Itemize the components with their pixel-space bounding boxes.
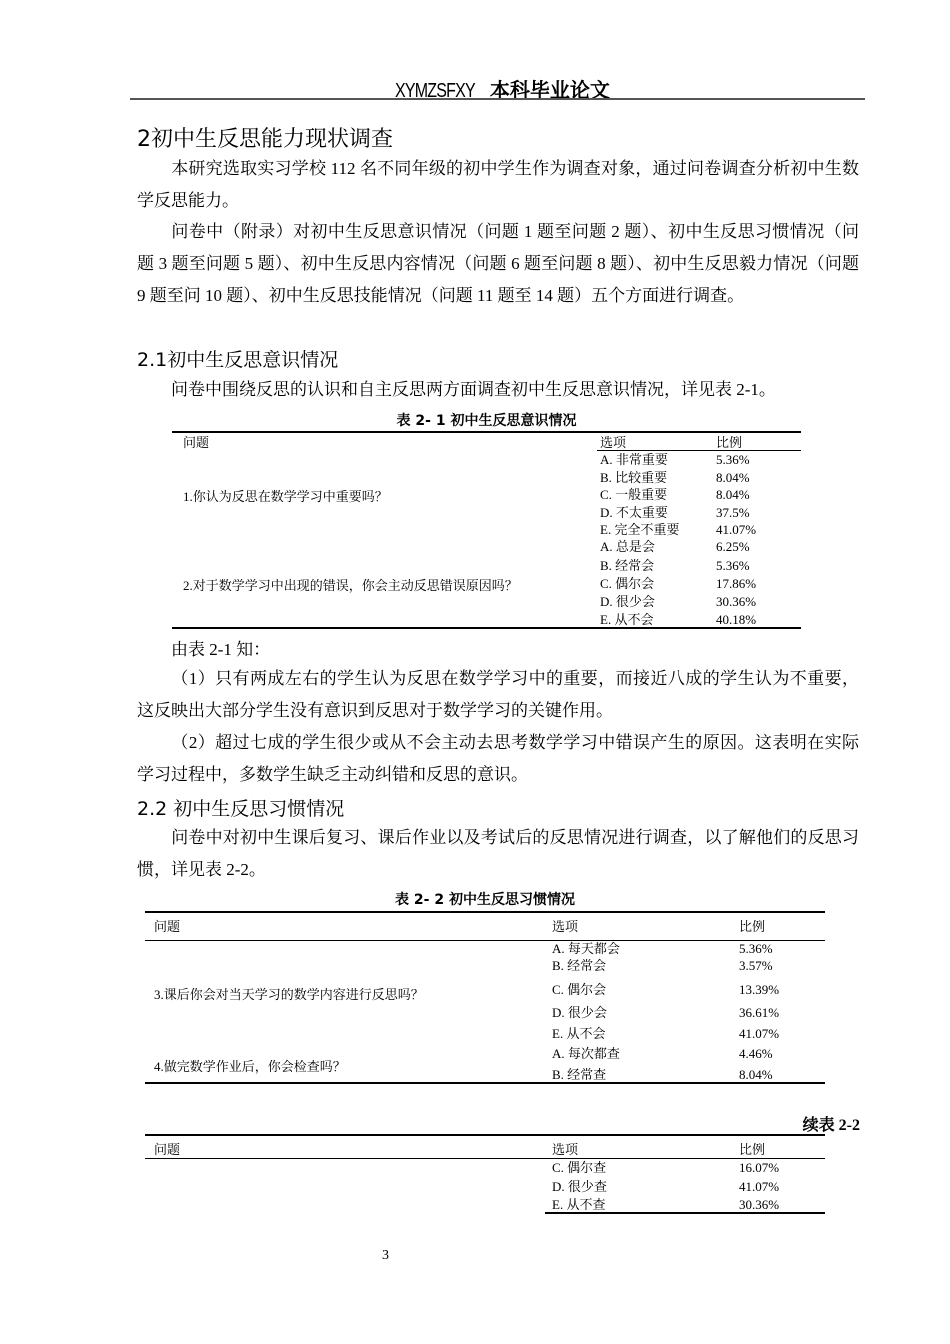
page-number: 3 <box>382 1248 389 1263</box>
ratio-cell: 37.5% <box>716 505 750 520</box>
header-cell: 比例 <box>739 1142 766 1157</box>
ratio-cell: 30.36% <box>739 1197 780 1212</box>
table-row <box>172 521 801 538</box>
option-cell: E. 从不会 <box>552 1026 606 1041</box>
header-cell: 问题 <box>183 435 210 450</box>
ratio-cell: 5.36% <box>716 452 750 467</box>
para-text: （2）超过七成的学生很少或从不会主动去思考数学学习中错误产生的原因。这表明在实际学习过程中，多数学生缺乏主动纠错和反思的意识。 <box>137 733 859 784</box>
table-2-continued <box>145 1134 825 1216</box>
option-cell: A. 每次都查 <box>552 1046 620 1061</box>
table-row <box>172 593 801 610</box>
option-cell: D. 很少查 <box>552 1179 607 1194</box>
analysis-point-2 <box>137 727 859 791</box>
header-cell: 问题 <box>154 1142 181 1157</box>
table-row <box>145 1066 825 1083</box>
option-cell: D. 很少会 <box>552 1005 607 1020</box>
ratio-cell: 6.25% <box>716 539 750 554</box>
para-text: 由表 2-1 知： <box>171 640 271 659</box>
table-row <box>145 1178 825 1195</box>
table-row <box>145 957 825 974</box>
table-row <box>172 557 801 574</box>
section-2-para-2 <box>137 216 859 312</box>
table-continued-label: 续表 2-2 <box>802 1117 860 1134</box>
header-cell: 选项 <box>600 435 627 450</box>
table-row <box>172 611 801 628</box>
ratio-cell: 8.04% <box>716 487 750 502</box>
analysis-point-1 <box>137 663 859 727</box>
section-2-1-para <box>137 374 859 406</box>
table-row <box>145 981 825 998</box>
option-cell: A. 非常重要 <box>600 452 668 467</box>
option-cell: B. 经常查 <box>552 1067 607 1082</box>
ratio-cell: 5.36% <box>716 558 750 573</box>
ratio-cell: 41.07% <box>716 522 757 537</box>
ratio-cell: 40.18% <box>716 612 757 627</box>
header-cell: 选项 <box>552 919 579 934</box>
table-row <box>172 486 801 503</box>
ratio-cell: 3.57% <box>739 958 773 973</box>
table-2 <box>145 911 825 1086</box>
question-1: 1.你认为反思在数学学习中重要吗？ <box>183 489 388 504</box>
table-row <box>145 1045 825 1062</box>
table-row <box>172 575 801 592</box>
header-cell: 比例 <box>739 919 766 934</box>
section-2-title: 2初中生反思能力现状调查 <box>137 127 393 152</box>
table-1 <box>172 431 801 631</box>
table-2-caption: 表 2- 2 初中生反思习惯情况 <box>395 892 575 908</box>
header-cell: 问题 <box>154 919 181 934</box>
table-row <box>145 1025 825 1042</box>
para-text: 问卷中（附录）对初中生反思意识情况（问题 1 题至问题 2 题）、初中生反思习惯情况（问题 3 题至问题 5 题）、初中生反思内容情况（问题 6 题至问题 8 题）、初中生反思毅力情况（问题 9 题至问 10 题）、初中生反思技能情况（问题 11 题至 14 题）五个方面进行调查。 <box>137 222 859 305</box>
header-cell: 选项 <box>552 1142 579 1157</box>
ratio-cell: 36.61% <box>739 1005 780 1020</box>
question-2: 2.对于数学学习中出现的错误，你会主动反思错误原因吗？ <box>183 578 518 593</box>
ratio-cell: 41.07% <box>739 1179 780 1194</box>
para-text: 本研究选取实习学校 112 名不同年级的初中学生作为调查对象，通过问卷调查分析初中生数学反思能力。 <box>137 159 859 210</box>
header-en: XYMZSFXY <box>395 80 475 102</box>
option-cell: C. 偶尔会 <box>600 576 655 591</box>
section-2-2-title: 2.2 初中生反思习惯情况 <box>137 798 345 820</box>
question-3: 3.课后你会对当天学习的数学内容进行反思吗？ <box>154 987 424 1002</box>
table-row <box>145 1004 825 1021</box>
ratio-cell: 4.46% <box>739 1046 773 1061</box>
section-2-1-title: 2.1初中生反思意识情况 <box>137 349 339 371</box>
option-cell: C. 一般重要 <box>600 487 668 502</box>
ratio-cell: 41.07% <box>739 1026 780 1041</box>
header-rule <box>130 98 865 100</box>
option-cell: A. 每天都会 <box>552 941 620 956</box>
option-cell: D. 不太重要 <box>600 505 668 520</box>
table-header-row <box>172 434 801 451</box>
table-row <box>172 451 801 468</box>
option-cell: B. 经常会 <box>600 558 655 573</box>
option-cell: E. 从不会 <box>600 612 654 627</box>
option-cell: C. 偶尔查 <box>552 1160 607 1175</box>
table-1-caption: 表 2- 1 初中生反思意识情况 <box>396 413 577 429</box>
ratio-cell: 8.04% <box>739 1067 773 1082</box>
ratio-cell: 17.86% <box>716 576 757 591</box>
section-2-para-1 <box>137 153 859 217</box>
para-text: 问卷中围绕反思的认识和自主反思两方面调查初中生反思意识情况，详见表 2-1。 <box>171 380 776 399</box>
table-row <box>145 1159 825 1176</box>
option-cell: A. 总是会 <box>600 539 655 554</box>
para-text: 问卷中对初中生课后复习、课后作业以及考试后的反思情况进行调查，以了解他们的反思习惯，详见表 2-2。 <box>137 828 859 879</box>
option-cell: E. 完全不重要 <box>600 522 680 537</box>
table-row <box>172 538 801 555</box>
option-cell: B. 经常会 <box>552 958 607 973</box>
question-4: 4.做完数学作业后，你会检查吗？ <box>154 1059 346 1074</box>
ratio-cell: 30.36% <box>716 594 757 609</box>
analysis-intro <box>137 634 859 666</box>
para-text: （1）只有两成左右的学生认为反思在数学学习中的重要，而接近八成的学生认为不重要，这反映出大部分学生没有意识到反思对于数学学习的关键作用。 <box>137 669 859 720</box>
table-header-row <box>145 1141 825 1158</box>
header-cn: 本科毕业论文 <box>489 78 610 102</box>
table-header-row <box>145 918 825 935</box>
option-cell: C. 偶尔会 <box>552 982 607 997</box>
ratio-cell: 5.36% <box>739 941 773 956</box>
option-cell: B. 比较重要 <box>600 470 668 485</box>
table-row <box>145 1196 825 1213</box>
table-row <box>172 469 801 486</box>
ratio-cell: 16.07% <box>739 1160 780 1175</box>
option-cell: D. 很少会 <box>600 594 655 609</box>
ratio-cell: 8.04% <box>716 470 750 485</box>
ratio-cell: 13.39% <box>739 982 780 997</box>
section-2-2-para <box>137 822 859 886</box>
header-cell: 比例 <box>716 435 743 450</box>
table-row <box>172 504 801 521</box>
table-row <box>145 940 825 957</box>
option-cell: E. 从不查 <box>552 1197 606 1212</box>
